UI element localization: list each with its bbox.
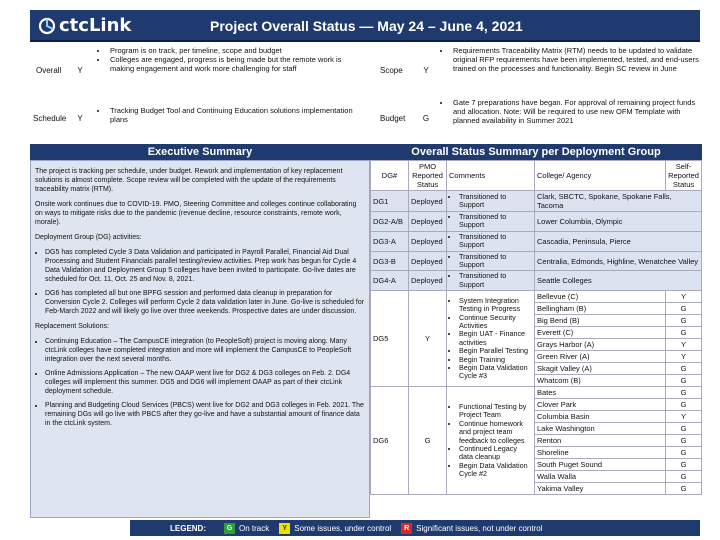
college-cell: Grays Harbor (A) (535, 339, 666, 351)
comment-item: • Continued Legacy data cleanup (459, 445, 532, 462)
comment-cell (447, 231, 535, 251)
legend-green-swatch: G (224, 523, 235, 534)
scope-bullet: • Requirements Traceability Matrix (RTM) needs to be updated to validate original RFP requirements have been implemented, tested, and end-users trained on the processes and functionality. Begin SC review in June (451, 46, 702, 74)
college-cell: Centralia, Edmonds, Highline, Wenatchee Valley (535, 251, 702, 271)
college-cell: Bellevue (C) (535, 291, 666, 303)
college-cell: Clover Park (535, 399, 666, 411)
budget-bullets (440, 98, 702, 126)
rs-heading: Replacement Solutions: (35, 323, 109, 330)
overall-bullet: • Program is on track, per timeline, scope and budget (108, 46, 362, 55)
college-cell: Walla Walla (535, 471, 666, 483)
ctclink-logo (38, 15, 131, 36)
self-status-cell: G (666, 459, 702, 471)
status-label-schedule: Schedule (33, 114, 67, 123)
comment-item: • Transitioned to Support (459, 213, 532, 230)
self-status-cell: G (666, 471, 702, 483)
self-status-cell: Y (666, 339, 702, 351)
college-cell: Big Bend (B) (535, 315, 666, 327)
summary-paragraph: Onsite work continues due to COVID-19. PMO, Steering Committee and colleges continue collaborating on ways to mitigate risks due to the pandemic (revenue decline, resource constraints, remote work, morale). (35, 201, 357, 226)
dg-heading: Deployment Group (DG) activities: (35, 234, 142, 241)
college-cell: Everett (C) (535, 327, 666, 339)
college-cell: Bates (535, 387, 666, 399)
college-cell: Green River (A) (535, 351, 666, 363)
legend-green-text: On track (239, 523, 270, 533)
college-cell: Cascadia, Peninsula, Pierce (535, 231, 702, 251)
dg-activity-list (35, 248, 365, 316)
comment-cell (447, 271, 535, 291)
page-number: 9 (696, 522, 701, 531)
overall-bullet: • Colleges are engaged, progress is being made but the remote work is making engagement and work more challenging for staff (108, 55, 362, 73)
college-cell: Renton (535, 435, 666, 447)
dg-cell: DG3-B (371, 251, 409, 271)
status-label-overall: Overall (36, 66, 62, 75)
comment-item: • Transitioned to Support (459, 272, 532, 289)
dg-activity-item: • DG6 has completed all but one BPFG session and performed data cleanup in preparation for Conversion Cycle 2. Colleges will perform Cycle 2 data validation later in June. Go-live is scheduled for Feb-March 2022 and will likely go live over three weekends. Prospective dates are under discussion. (45, 289, 365, 316)
header-bar (30, 10, 700, 42)
comment-item: • Transitioned to Support (459, 193, 532, 210)
college-cell: Lake Washington (535, 423, 666, 435)
table-row (371, 191, 702, 212)
executive-summary-box (30, 160, 370, 518)
logo-text: ctcLink (59, 15, 132, 36)
self-status-cell: G (666, 327, 702, 339)
budget-bullet: • Gate 7 preparations have began. For approval of remaining project funds and allocation. Note: Will be required to use new OFM Template with planned availability in Summer 2021 (451, 98, 702, 126)
legend-yellow-text: Some issues, under control (294, 523, 392, 533)
comment-item: • Begin Data Validation Cycle #2 (459, 462, 532, 479)
comment-item: • Functional Testing by Project Team (459, 403, 532, 420)
comment-item: • Transitioned to Support (459, 233, 532, 250)
college-cell: Lower Columbia, Olympic (535, 212, 702, 232)
self-status-cell: G (666, 375, 702, 387)
summary-paragraph: The project is tracking per schedule, under budget. Rework and implementation of key replacement solutions is almost complete. Scope review will be completed with the update of the requirements traceability matrix (RTM). (35, 168, 343, 193)
legend-label: LEGEND: (170, 523, 206, 533)
college-cell: South Puget Sound (535, 459, 666, 471)
schedule-bullet: • Tracking Budget Tool and Continuing Education solutions implementation plans (108, 106, 362, 124)
comment-cell (447, 191, 535, 212)
self-status-cell: G (666, 315, 702, 327)
status-value-schedule: Y (77, 114, 83, 123)
comment-item: • System Integration Testing in Progress (459, 297, 532, 314)
pmo-cell: Deployed (409, 212, 447, 232)
self-status-cell: G (666, 447, 702, 459)
status-label-scope: Scope (380, 66, 403, 75)
table-row (371, 212, 702, 232)
scope-bullets (440, 46, 702, 74)
college-cell: Skagit Valley (A) (535, 363, 666, 375)
table-row-dg5 (371, 291, 702, 303)
comment-item: • Begin UAT - Finance activities (459, 330, 532, 347)
rs-item: • Planning and Budgeting Cloud Services (PBCS) went live for DG2 and DG3 colleges in Feb. 2021. The remaining DGs will go live with PBCS after they go-live and have a substantial amount of finance data in the ctcLink system. (45, 401, 365, 428)
legend-bar (130, 520, 700, 536)
self-status-cell: G (666, 303, 702, 315)
comment-cell (447, 387, 535, 495)
college-cell: Shoreline (535, 447, 666, 459)
comment-item: • Begin Data Validation Cycle #3 (459, 364, 532, 381)
col-header-comments: Comments (447, 161, 535, 191)
comment-item: • Transitioned to Support (459, 253, 532, 270)
executive-summary-title: Executive Summary (30, 144, 370, 160)
self-status-cell: Y (666, 291, 702, 303)
status-label-budget: Budget (380, 114, 406, 123)
comment-item: • Begin Parallel Testing (459, 347, 532, 355)
college-cell: Columbia Basin (535, 411, 666, 423)
dg-cell: DG5 (371, 291, 409, 387)
status-value-budget: G (422, 114, 430, 123)
pmo-cell: Deployed (409, 271, 447, 291)
overall-bullets (97, 46, 362, 74)
college-cell: Yakima Valley (535, 483, 666, 495)
self-status-cell: G (666, 483, 702, 495)
dg-cell: DG2-A/B (371, 212, 409, 232)
table-row-dg6 (371, 387, 702, 399)
college-cell: Clark, SBCTC, Spokane, Spokane Falls, Tacoma (535, 191, 702, 212)
college-cell: Seattle Colleges (535, 271, 702, 291)
rs-item: • Continuing Education – The CampusCE integration (to PeopleSoft) project is moving along. Many ctcLink colleges have completed integration and more will implement the CampusCE to PeopleSoft integration over the next several months. (45, 337, 365, 364)
comment-cell (447, 251, 535, 271)
dg-cell: DG4-A (371, 271, 409, 291)
pmo-cell: Deployed (409, 191, 447, 212)
legend-red-swatch: R (401, 523, 412, 534)
legend-yellow-swatch: Y (279, 523, 290, 534)
status-value-overall: Y (77, 66, 83, 75)
table-row (371, 271, 702, 291)
self-status-cell: G (666, 363, 702, 375)
col-header-college: College/ Agency (535, 161, 666, 191)
schedule-bullets (97, 106, 362, 124)
self-status-cell: G (666, 399, 702, 411)
college-cell: Whatcom (B) (535, 375, 666, 387)
pmo-cell: Deployed (409, 251, 447, 271)
self-status-cell: G (666, 387, 702, 399)
comment-cell (447, 291, 535, 387)
pmo-status-cell: G (409, 387, 447, 495)
replacement-solutions-list (35, 337, 365, 428)
page-title: Project Overall Status — May 24 – June 4, 2021 (210, 18, 523, 34)
comment-item: • Begin Training (459, 356, 532, 364)
self-status-cell: Y (666, 351, 702, 363)
table-row (371, 251, 702, 271)
self-status-cell: Y (666, 411, 702, 423)
college-cell: Bellingham (B) (535, 303, 666, 315)
deployment-summary-title: Overall Status Summary per Deployment Group (370, 144, 702, 160)
dg-cell: DG1 (371, 191, 409, 212)
dg-cell: DG6 (371, 387, 409, 495)
col-header-pmo: PMO Reported Status (409, 161, 447, 191)
self-status-cell: G (666, 435, 702, 447)
comment-item: • Continue Security Activities (459, 314, 532, 331)
comment-item: • Continue homework and project team feedback to colleges (459, 420, 532, 445)
pmo-status-cell: Y (409, 291, 447, 387)
deployment-table (370, 160, 702, 495)
dg-cell: DG3-A (371, 231, 409, 251)
table-header-row (371, 161, 702, 191)
rs-item: • Online Admissions Application – The new OAAP went live for DG2 & DG3 colleges on Feb. 2. DG4 colleges will implement this summer. DG5 and DG6 will implement OAAP as part of their ctcLink deployment schedule. (45, 369, 365, 396)
ctclink-logo-icon (38, 17, 56, 35)
dg-activity-item: • DG5 has completed Cycle 3 Data Validation and participated in Payroll Parallel, Financial Aid Dual Processing and Student Financials parallel testing/review activities. Prep work has begun for Cycle 4 Data Validation and Deployment Group 5 colleges have been invited to participate. Go-live dates are scheduled for Oct. 11, Oct. 25 and Nov. 8, 2021. (45, 248, 365, 284)
col-header-dg: DG# (371, 161, 409, 191)
status-value-scope: Y (423, 66, 429, 75)
col-header-self: Self-Reported Status (666, 161, 702, 191)
comment-cell (447, 212, 535, 232)
table-row (371, 231, 702, 251)
legend-red-text: Significant issues, not under control (416, 523, 543, 533)
self-status-cell: G (666, 423, 702, 435)
pmo-cell: Deployed (409, 231, 447, 251)
